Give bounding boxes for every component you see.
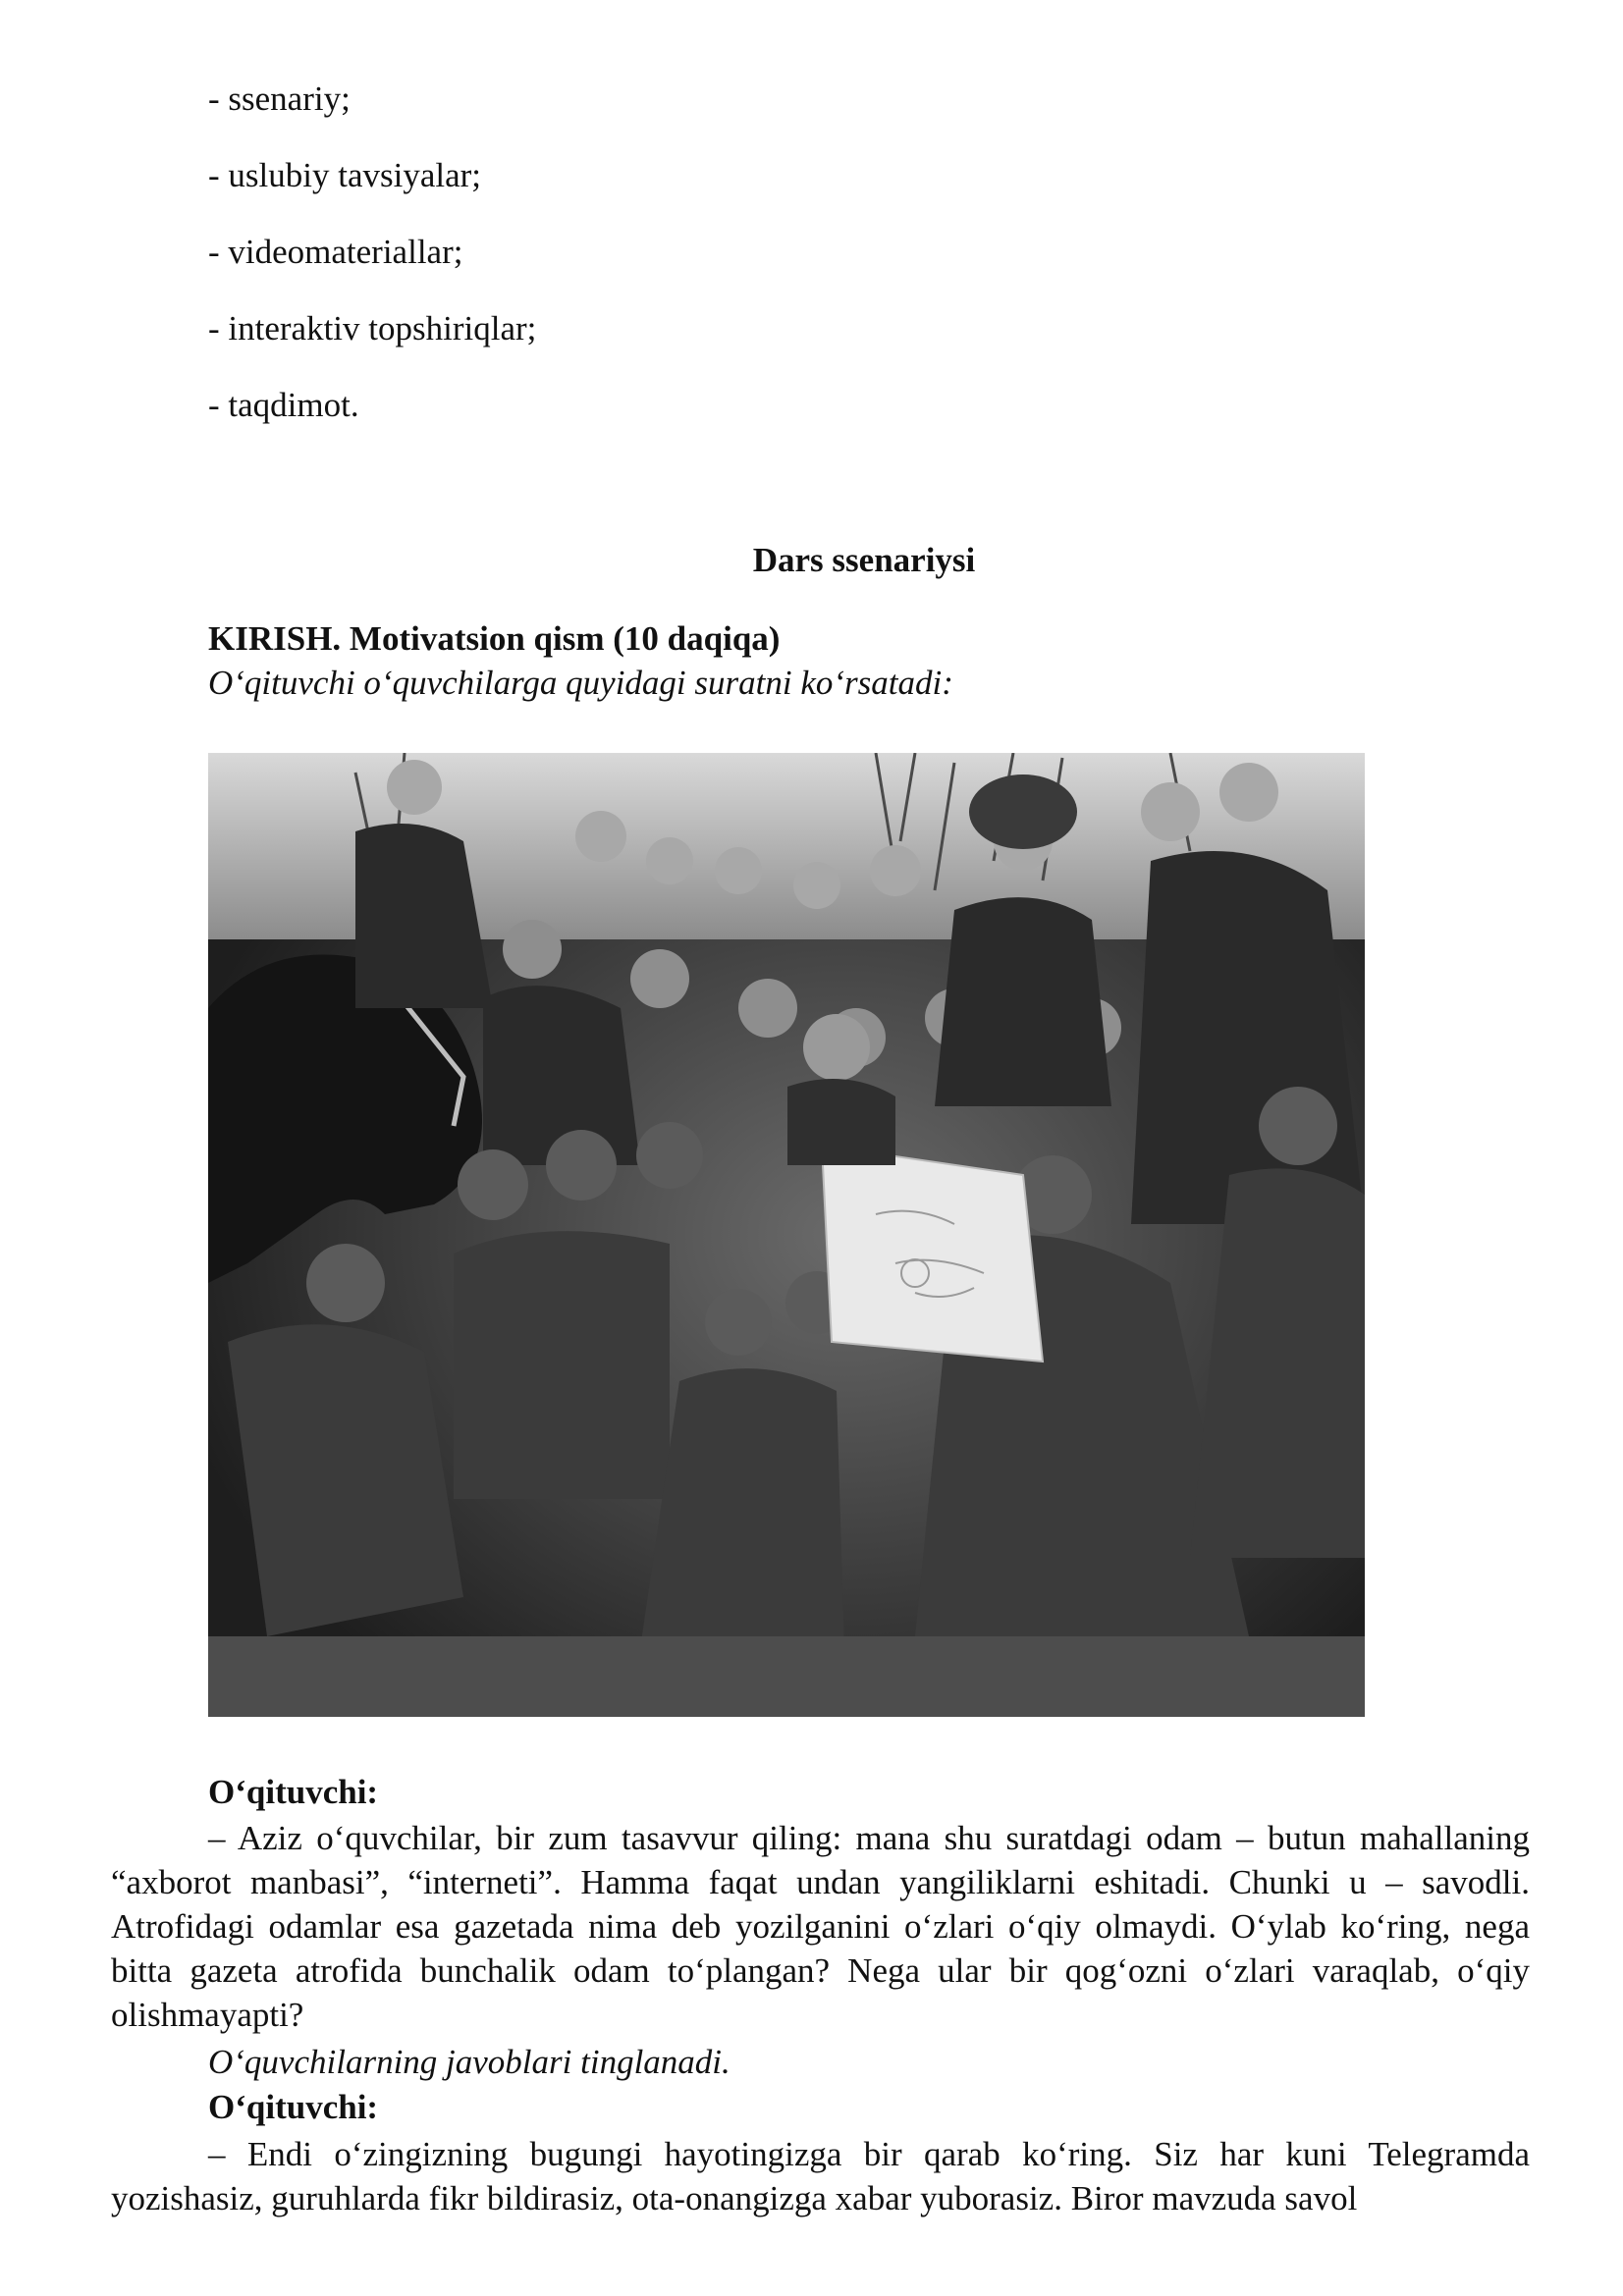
- teacher-paragraph: – Endi o‘zingizning bugungi hayotingizga bir qarab ko‘ring. Siz har kuni Telegramda yozishasiz, guruhlarda fikr bildirasiz, ota-onangizga xabar yuborasiz. Biror mavzuda savol: [111, 2135, 1530, 2217]
- list-item: - uslubiy tavsiyalar;: [208, 156, 482, 194]
- photo-illustration: [208, 753, 1365, 1717]
- speaker-label: O‘qituvchi:: [208, 2088, 379, 2126]
- scenario-title: Dars ssenariysi: [752, 541, 976, 579]
- list-item: - taqdimot.: [208, 386, 359, 424]
- list-item: - interaktiv topshiriqlar;: [208, 309, 537, 347]
- intro-heading: KIRISH. Motivatsion qism (10 daqiqa): [208, 619, 781, 658]
- student-note: O‘quvchilarning javoblari tinglanadi.: [208, 2043, 730, 2081]
- intro-instruction: O‘qituvchi o‘quvchilarga quyidagi suratni ko‘rsatadi:: [208, 664, 953, 702]
- list-item: - videomateriallar;: [208, 233, 463, 271]
- teacher-paragraph: – Aziz o‘quvchilar, bir zum tasavvur qiling: mana shu suratdagi odam – butun mahallaning “axborot manbasi”, “interneti”. Hamma faqat undan yangiliklarni eshitadi. Chunki u – savodli. Atrofidagi odamlar esa gazetada nima deb yozilganini o‘zlari o‘qiy olmaydi. O‘ylab ko‘ring, nega bitta gazeta atrofida bunchalik odam to‘plangan? Nega ular bir qog‘ozni o‘zlari varaqlab, o‘qiy olishmayapti?: [111, 1819, 1530, 2034]
- archival-photo: [208, 753, 1365, 1717]
- speaker-label: O‘qituvchi:: [208, 1773, 379, 1811]
- list-item: - ssenariy;: [208, 80, 351, 118]
